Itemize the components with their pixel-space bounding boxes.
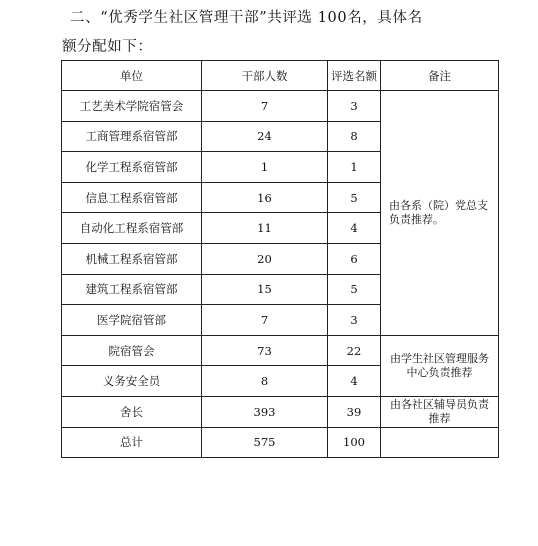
unit-cell: 院宿管会 bbox=[62, 335, 202, 366]
unit-cell: 建筑工程系宿管部 bbox=[62, 274, 202, 305]
unit-cell: 义务安全员 bbox=[62, 366, 202, 397]
quota-cell: 100 bbox=[328, 427, 381, 458]
cadres-cell: 24 bbox=[202, 121, 328, 152]
quota-cell: 22 bbox=[328, 335, 381, 366]
table-row-total bbox=[62, 427, 499, 458]
unit-cell: 舍长 bbox=[62, 396, 202, 427]
table-row bbox=[62, 91, 499, 122]
cadres-cell: 7 bbox=[202, 305, 328, 336]
note-community-center: 由学生社区管理服务中心负责推荐 bbox=[381, 335, 499, 396]
quota-table bbox=[61, 60, 499, 458]
table-row bbox=[62, 335, 499, 366]
quota-cell: 8 bbox=[328, 121, 381, 152]
unit-cell: 医学院宿管部 bbox=[62, 305, 202, 336]
unit-cell: 总计 bbox=[62, 427, 202, 458]
unit-cell: 信息工程系宿管部 bbox=[62, 182, 202, 213]
cadres-cell: 1 bbox=[202, 152, 328, 183]
quota-cell: 4 bbox=[328, 366, 381, 397]
quota-cell: 1 bbox=[328, 152, 381, 183]
cadres-cell: 7 bbox=[202, 91, 328, 122]
cadres-cell: 11 bbox=[202, 213, 328, 244]
cadres-cell: 393 bbox=[202, 396, 328, 427]
heading-line-1: 二、“优秀学生社区管理干部”共评选 100名，具体名 bbox=[70, 10, 423, 26]
note-empty-cell bbox=[381, 427, 499, 458]
unit-cell: 自动化工程系宿管部 bbox=[62, 213, 202, 244]
unit-cell: 化学工程系宿管部 bbox=[62, 152, 202, 183]
unit-cell: 工商管理系宿管部 bbox=[62, 121, 202, 152]
heading-line-2: 额分配如下： bbox=[62, 39, 153, 55]
quota-cell: 4 bbox=[328, 213, 381, 244]
cadres-cell: 575 bbox=[202, 427, 328, 458]
cadres-cell: 16 bbox=[202, 182, 328, 213]
table-header-row bbox=[62, 61, 499, 91]
quota-cell: 3 bbox=[328, 91, 381, 122]
header-note: 备注 bbox=[381, 61, 499, 91]
cadres-cell: 15 bbox=[202, 274, 328, 305]
quota-cell: 6 bbox=[328, 243, 381, 274]
unit-cell: 工艺美术学院宿管会 bbox=[62, 91, 202, 122]
quota-cell: 5 bbox=[328, 274, 381, 305]
cadres-cell: 73 bbox=[202, 335, 328, 366]
header-unit: 单位 bbox=[62, 61, 202, 91]
header-cadres: 干部人数 bbox=[202, 61, 328, 91]
quota-cell: 5 bbox=[328, 182, 381, 213]
header-quota: 评选名额 bbox=[328, 61, 381, 91]
quota-cell: 3 bbox=[328, 305, 381, 336]
cadres-cell: 20 bbox=[202, 243, 328, 274]
unit-cell: 机械工程系宿管部 bbox=[62, 243, 202, 274]
quota-cell: 39 bbox=[328, 396, 381, 427]
table-row bbox=[62, 396, 499, 427]
note-departments: 由各系（院）党总支负责推荐。 bbox=[381, 91, 499, 336]
cadres-cell: 8 bbox=[202, 366, 328, 397]
note-community-counselor: 由各社区辅导员负责推荐 bbox=[381, 396, 499, 427]
